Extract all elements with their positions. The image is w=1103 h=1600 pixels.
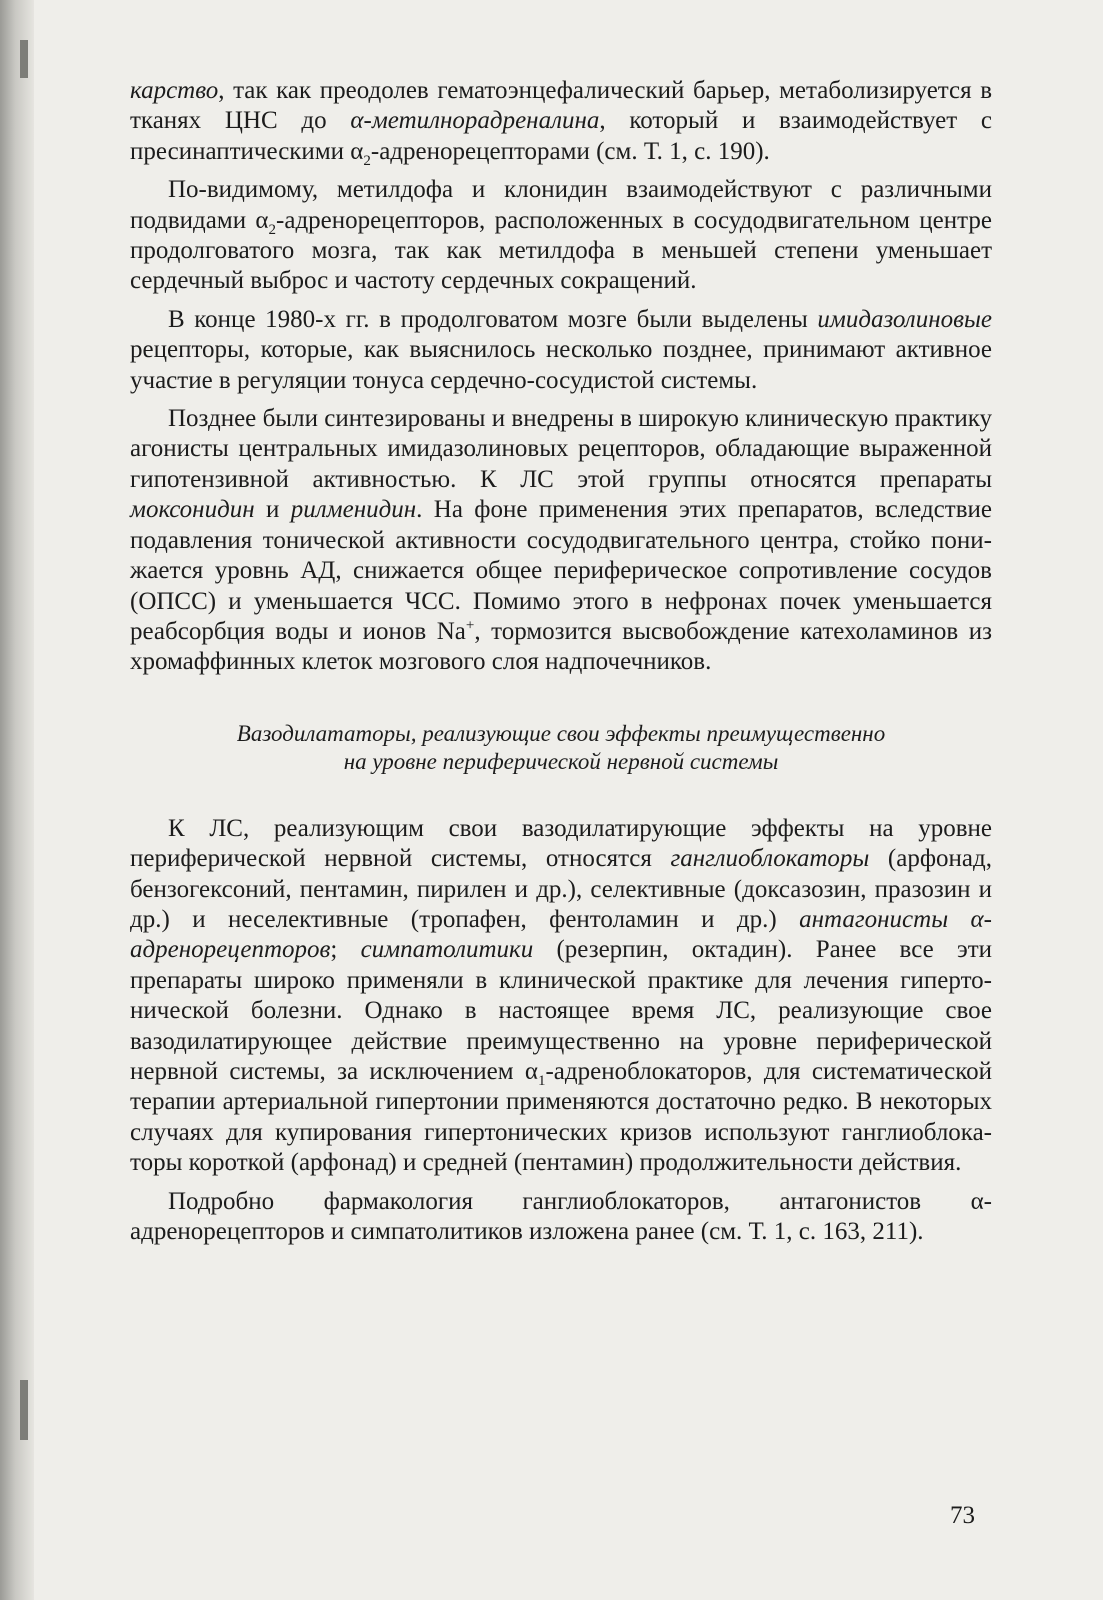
binding-mark	[20, 1380, 28, 1440]
text-run: , который и взаимодействует с пресинаптическими α	[130, 107, 993, 165]
paragraph	[130, 76, 992, 167]
italic-term: имидазолиновые	[817, 305, 992, 333]
text-run: Позднее были синтезированы и внедрены в широкую клиническую практику агонисты центральных имидазолиновых рецепторов, обладающие выраженной гипотензивной активностью. К ЛС этой группы относятся препараты	[130, 405, 992, 493]
subscript: 1	[537, 1072, 546, 1089]
italic-term: симпатолитики	[360, 936, 534, 964]
paragraph	[130, 1187, 992, 1248]
text-run: -адреноблокаторов, для систематической терапии артериальной гипертонии применяются достаточно редко. В некоторых случаях для купирования гипертонических кризов используют ганглиоблокаторы короткой (арфонад) и средней (пентамин) продолжительности действия.	[130, 1057, 992, 1177]
paragraph	[130, 814, 992, 1179]
paragraph	[130, 305, 992, 396]
superscript: +	[465, 617, 475, 634]
italic-term: моксонидин	[130, 496, 255, 524]
text-run: (арфонад, бензогексоний, пентамин, пирилен и др.), селективные (доксазозин, празозин и др.) и неселективные (тропафен, фентоламин и др.)	[130, 845, 992, 933]
page-gutter	[0, 0, 34, 1600]
section-heading-line-1: Вазодилататоры, реализующие свои эффекты преимущественно	[236, 720, 886, 746]
italic-term: антагонисты α-адренорецепторов	[130, 905, 992, 964]
section-heading	[130, 720, 992, 776]
text-run: рецепторы, которые, как выяснилось несколько позднее, принимают активное участие в регуляции тонуса сердечно-сосудистой системы.	[130, 336, 992, 394]
page-number: 73	[950, 1502, 975, 1529]
italic-term: ганглиоблокаторы	[670, 845, 870, 873]
paragraph	[130, 404, 992, 678]
text-run: По-видимому, метилдофа и клонидин взаимодействуют с различными подвидами α	[130, 176, 992, 234]
text-run: , тормозится высвобождение катехоламинов из хромаффинных клеток мозгового слоя надпочечников.	[130, 617, 993, 676]
text-run: (резерпин, октадин). Ранее все эти препараты широко применяли в клинической практике для лечения гипертонической болезни. Однако в настоящее время ЛС, реализующие свое вазодилатирующее действие преимущественно на уровне периферической нервной системы, за исключением α	[130, 936, 992, 1085]
text-run: Подробно фармакология ганглиоблокаторов, антагонистов α-адренорецепторов и симпатолитиков изложена ранее (см. Т. 1, с. 163, 211).	[130, 1187, 992, 1245]
italic-term: α-метилнорадреналина	[350, 107, 600, 135]
text-run: К ЛС, реализующим свои вазодилатирующие эффекты на уровне периферической нервной системы, относятся	[130, 814, 992, 873]
subscript: 2	[363, 152, 371, 169]
text-block-bottom	[130, 814, 992, 1248]
text-run: . На фоне применения этих препаратов, вследствие подавления тонической активности сосудодвигательного центра, стойко понижается уровнь АД, снижается общее периферическое сопротивление сосудов (ОПСС) и уменьшается ЧСС. Помимо этого в нефронах почек уменьшается реабсорбция воды и ионов Na	[130, 496, 992, 645]
italic-term: рилменидин	[290, 496, 417, 524]
subscript: 2	[268, 221, 277, 238]
section-heading-line-2: на уровне периферической нервной системы	[343, 748, 779, 774]
text-block-top	[130, 76, 992, 678]
paragraph	[130, 175, 992, 297]
text-run: В конце 1980-х гг. в продолговатом мозге были выделены	[168, 305, 818, 333]
binding-mark	[20, 40, 28, 78]
text-run: -адренорецепторами (см. Т. 1, с. 190).	[370, 137, 770, 165]
text-run: ;	[330, 936, 361, 964]
italic-term: карство	[130, 77, 219, 104]
text-run: , так как преодолев гематоэнцефалический барьер, метаболизируется в тканях ЦНС до	[130, 77, 992, 135]
text-run: -адренорецепторов, расположенных в сосудодвигательном центре продолговатого мозга, так как метилдофа в меньшей степени уменьшает сердечный выброс и частоту сердечных сокращений.	[130, 206, 992, 295]
page-body	[130, 76, 992, 1247]
text-run: и	[254, 496, 291, 524]
